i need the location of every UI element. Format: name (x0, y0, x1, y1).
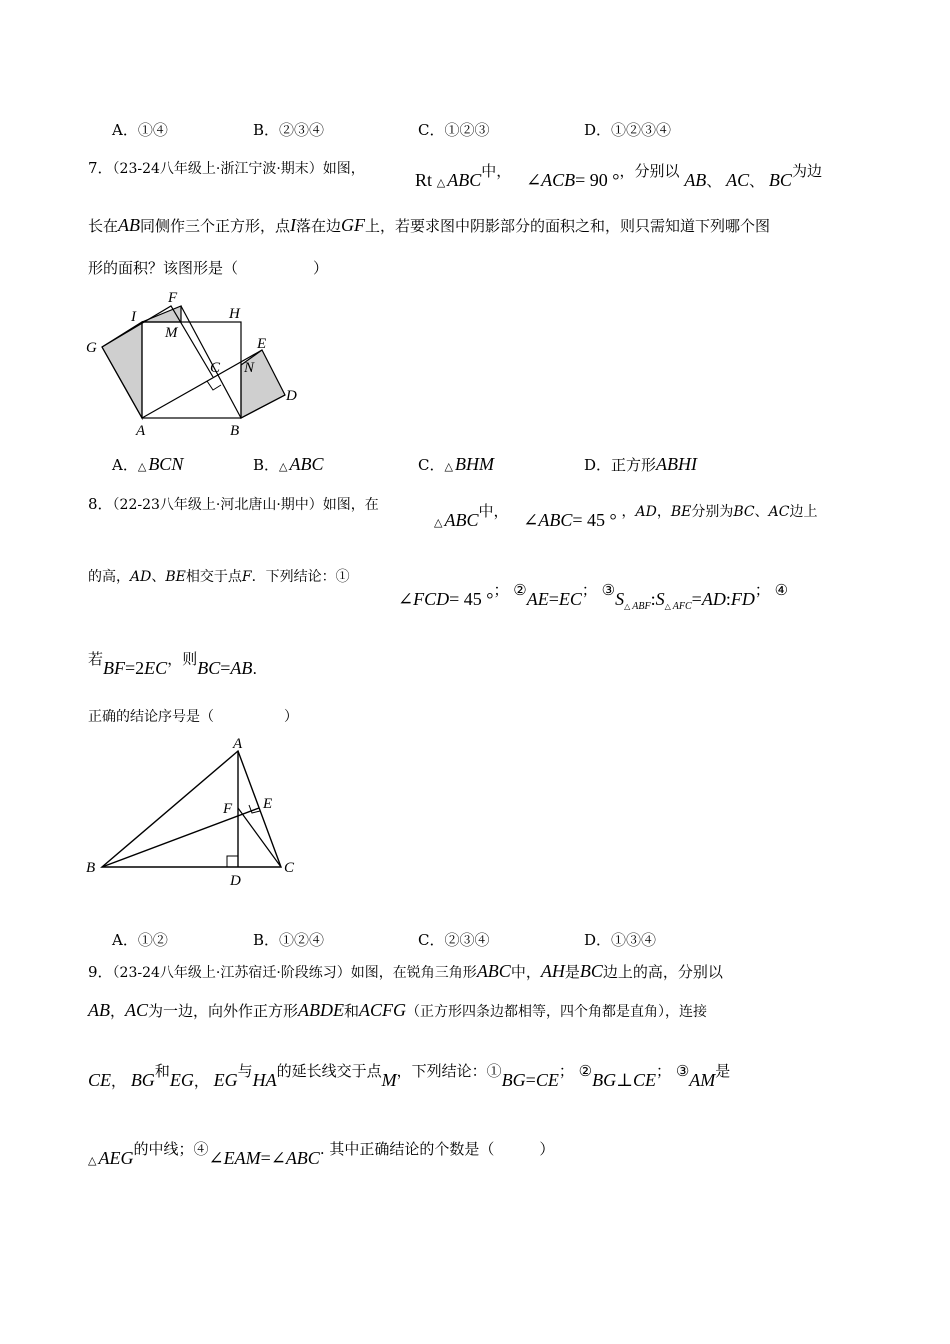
question-number: 8． (88, 495, 113, 513)
text: 长在 (88, 217, 119, 235)
seg-bg: BG (130, 1070, 155, 1090)
text-fenbie: ，分别以 (619, 162, 680, 180)
q9-line2 (88, 1000, 707, 1021)
text: ．下列结论：① (251, 569, 350, 585)
text: 边上的高，分别以 (602, 963, 723, 981)
text: . 其中正确结论的个数是（ ） (319, 1140, 555, 1158)
option-key: A． (112, 121, 138, 139)
text: 和 (154, 1062, 170, 1080)
sub-afc: AFC (672, 601, 692, 612)
altitude-be (102, 808, 259, 867)
option-text: ①②③④ (611, 121, 672, 139)
seg-eg: EG (213, 1070, 238, 1090)
q8-line2 (88, 566, 350, 586)
option-text: ①② (137, 931, 168, 949)
text: （正方形四条边都相等，四个角都是直角），连接 (406, 1004, 708, 1020)
seg-ce: CE (535, 1070, 559, 1090)
text: 若 (88, 650, 104, 668)
triangle-symbol: △ (137, 460, 147, 473)
label-b: B (230, 423, 240, 439)
seg-ec: EC (144, 658, 168, 678)
option-key: A． (112, 931, 138, 949)
sep: ； (493, 581, 509, 599)
question-source: （23-24八年级上·浙江宁波·期末）如图， (112, 161, 365, 177)
sep: 、 (754, 504, 769, 520)
seg-ad: AD (635, 504, 657, 520)
option-text: BCN (148, 454, 184, 474)
q6-option-a (112, 119, 168, 140)
seg-bc: BC (197, 658, 221, 678)
text: 的高， (88, 569, 130, 585)
seg-ah: AH (540, 961, 565, 981)
label-d: D (230, 873, 241, 889)
seg-ae: AE (526, 589, 549, 609)
angle-abc: ABC (538, 510, 573, 530)
seg-ad: AD (130, 569, 152, 585)
seg-ce: CE (88, 1070, 112, 1090)
right-angle-d (227, 856, 238, 867)
text: ， (621, 504, 636, 520)
sep: ； (656, 1062, 672, 1080)
q8-line2-math (398, 579, 788, 612)
eq: = (691, 589, 702, 609)
text: 与 (237, 1062, 253, 1080)
q7-option-d (584, 454, 697, 475)
eq: = (220, 658, 231, 678)
text-zhong: 中， (481, 162, 512, 180)
option-text: ABHI (656, 454, 698, 474)
angle-acb: ACB (541, 170, 576, 190)
label-g: G (86, 340, 97, 356)
colon: : (725, 589, 731, 609)
square-acfg: ACFG (359, 1000, 407, 1020)
question-source: （23-24八年级上·江苏宿迁·阶段练习）如图，在锐角三角形 (112, 965, 477, 981)
triangle-abc: ABC (444, 510, 479, 530)
triangle-abc: ABC (447, 170, 482, 190)
sep: ， (111, 1072, 127, 1090)
shaded-left (102, 322, 142, 418)
seg-ab: AB (684, 170, 707, 190)
option-text: ②③④ (279, 121, 325, 139)
triangle-symbol: △ (279, 460, 288, 473)
label-c: C (210, 360, 221, 376)
option-text: ABC (289, 454, 324, 474)
q7-line2 (88, 215, 770, 236)
q8-option-d (584, 929, 656, 950)
circled-2: ② (513, 581, 527, 599)
circled-3: ③ (601, 581, 616, 599)
angle-value: = 45 ° (572, 510, 617, 530)
option-key: B． (253, 931, 280, 949)
seg-ac: AC (768, 504, 790, 520)
coefficient: 2 (135, 658, 145, 678)
label-a: A (233, 736, 243, 752)
q8-option-b (253, 929, 324, 950)
seg-ad: AD (701, 589, 726, 609)
triangle-abc: ABC (476, 961, 511, 981)
text: 是 (564, 963, 580, 981)
point-m: M (381, 1070, 397, 1090)
seg-be: BE (670, 504, 692, 520)
angle-value: = 45 ° (449, 589, 494, 609)
option-text: ①③④ (611, 931, 657, 949)
sep: ， (193, 1072, 209, 1090)
seg-ha: HA (252, 1070, 277, 1090)
triangle-symbol: △ (444, 460, 453, 473)
angle-value: = 90 ° (575, 170, 620, 190)
text: 的中线；④ (133, 1140, 209, 1158)
rt-symbol: Rt (415, 170, 433, 190)
text: 为一边，向外作正方形 (148, 1002, 299, 1020)
seg-ac: AC (726, 170, 750, 190)
triangle-symbol: △ (434, 516, 443, 529)
text: ，下列结论：① (396, 1062, 502, 1080)
q8-option-c (418, 929, 490, 950)
point-f: F (241, 569, 252, 585)
option-key: C． (418, 456, 445, 474)
sep: ， (110, 1002, 126, 1020)
q7-option-b (253, 454, 324, 475)
seg-am: AM (689, 1070, 716, 1090)
text: 中， (478, 502, 509, 520)
option-key: D． (584, 456, 612, 474)
seg-be: BE (165, 569, 186, 585)
q9-line1 (88, 961, 723, 982)
seg-bg: BG (501, 1070, 526, 1090)
q7-line3: 形的面积？该图形是（ ） (88, 259, 329, 277)
angle-symbol: ∠ (398, 589, 414, 609)
eq: = (260, 1148, 271, 1168)
seg-ec: EC (558, 589, 582, 609)
sep: 、 (151, 569, 166, 585)
angle-abc: ABC (285, 1148, 320, 1168)
seg-bf: BF (103, 658, 126, 678)
seg-bc: BC (579, 961, 603, 981)
q7-line1 (88, 157, 365, 178)
perp: ⊥ (616, 1070, 634, 1090)
q6-option-b (253, 119, 324, 140)
label-b: B (86, 860, 96, 876)
sep: 、 (706, 172, 722, 190)
seg-ce: CE (633, 1070, 657, 1090)
label-m: M (165, 325, 178, 341)
q6-option-c (418, 119, 490, 140)
square-abde: ABDE (298, 1000, 345, 1020)
text: 和 (344, 1002, 360, 1020)
seg-ab: AB (88, 1000, 110, 1020)
angle-eam: EAM (223, 1148, 261, 1168)
q8-option-a (112, 929, 168, 950)
area-s: S (655, 589, 665, 609)
sub-abf: ABF (632, 601, 651, 612)
label-i: I (131, 309, 136, 325)
q8-line1-math (434, 500, 817, 531)
q8-line3 (88, 648, 257, 679)
label-c: C (284, 860, 295, 876)
circled-3: ③ (675, 1062, 690, 1080)
option-key: A． (112, 456, 138, 474)
text: ，则 (167, 650, 198, 668)
question-number: 7． (88, 159, 113, 177)
q6-option-d (584, 119, 671, 140)
option-key: C． (418, 121, 445, 139)
text: 相交于点 (185, 569, 242, 585)
label-f: F (168, 290, 178, 306)
circled-2: ② (578, 1062, 593, 1080)
area-s: S (615, 589, 625, 609)
text: 落在边 (296, 217, 342, 235)
text: 分别为 (691, 504, 734, 520)
option-key: B． (253, 121, 280, 139)
segment-fc (238, 808, 281, 867)
sep: ； (754, 581, 770, 599)
point-i: I (290, 215, 297, 235)
q7-figure (84, 286, 304, 441)
q7-option-a (112, 454, 183, 475)
option-text: BHM (454, 454, 494, 474)
sep: 、 (749, 172, 765, 190)
option-key: B． (253, 456, 280, 474)
triangle-symbol: △ (88, 1154, 97, 1167)
seg-gf: GF (341, 215, 366, 235)
seg-bg: BG (592, 1070, 617, 1090)
triangle-symbol: △ (664, 602, 671, 611)
seg-bc: BC (768, 170, 792, 190)
text-weibian: 为边 (791, 162, 822, 180)
option-text: ①④ (137, 121, 168, 139)
label-d: D (286, 388, 297, 404)
question-number: 9． (88, 963, 113, 981)
seg-eg: EG (169, 1070, 194, 1090)
circled-4: ④ (774, 581, 789, 599)
q7-line1-math (415, 160, 822, 191)
q8-line1 (88, 493, 379, 514)
triangle-abc-shape (102, 751, 281, 867)
q8-figure (84, 732, 304, 892)
eq: = (125, 658, 136, 678)
triangle-aeg: AEG (98, 1148, 134, 1168)
angle-symbol: ∠ (523, 510, 539, 530)
option-key: D． (584, 121, 612, 139)
option-key: D． (584, 931, 612, 949)
option-text: ②③④ (444, 931, 490, 949)
option-key: C． (418, 931, 445, 949)
label-n: N (244, 360, 255, 376)
triangle-symbol: △ (436, 176, 446, 189)
sep: ； (558, 1062, 574, 1080)
angle-symbol: ∠ (208, 1148, 224, 1168)
label-h: H (229, 306, 240, 322)
text: 边上 (789, 504, 818, 520)
option-prefix: 正方形 (611, 456, 657, 474)
right-angle-mark (207, 381, 221, 390)
eq: = (548, 589, 559, 609)
label-e: E (263, 796, 273, 812)
angle-symbol: ∠ (270, 1148, 286, 1168)
q8-line4: 正确的结论序号是（ ） (88, 709, 298, 725)
text: 同侧作三个正方形，点 (140, 217, 291, 235)
label-e: E (257, 336, 267, 352)
label-a: A (136, 423, 146, 439)
sep: ， (656, 504, 671, 520)
text: 是 (715, 1062, 731, 1080)
triangle-symbol: △ (624, 602, 631, 611)
eq: = (525, 1070, 536, 1090)
seg-ac: AC (125, 1000, 149, 1020)
seg-ab: AB (230, 658, 253, 678)
q7-option-c (418, 454, 494, 475)
angle-fcd: FCD (413, 589, 450, 609)
seg-bc: BC (733, 504, 755, 520)
seg-fd: FD (730, 589, 755, 609)
angle-symbol: ∠ (526, 170, 542, 190)
q9-line4 (88, 1138, 554, 1169)
q9-line3 (88, 1060, 730, 1091)
seg-ab: AB (118, 215, 141, 235)
option-text: ①②③ (444, 121, 490, 139)
text: 的延长线交于点 (276, 1062, 382, 1080)
option-text: ①②④ (279, 931, 325, 949)
text: 上，若要求图中阴影部分的面积之和，则只需知道下列哪个图 (365, 217, 771, 235)
label-f: F (223, 801, 233, 817)
period: . (252, 660, 258, 678)
text: 中， (510, 963, 541, 981)
question-source: （22-23八年级上·河北唐山·期中）如图，在 (112, 497, 379, 513)
colon: : (650, 589, 656, 609)
sep: ； (581, 581, 597, 599)
